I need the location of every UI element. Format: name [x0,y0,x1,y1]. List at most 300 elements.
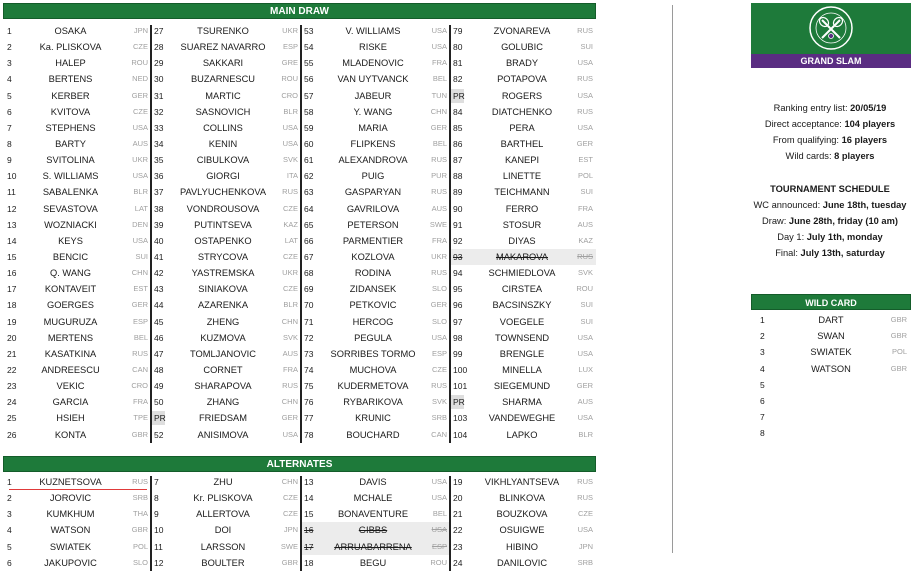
main-draw-column [151,23,301,443]
main-draw-row [450,152,596,168]
player-name: SEVASTOVA [43,203,98,214]
player-number: 39 [154,219,164,230]
player-number: 11 [154,541,163,552]
player-country: UKR [132,155,148,165]
main-draw-row [301,39,450,55]
player-country: ROU [576,284,593,294]
player-number: 27 [154,26,164,36]
player-country: GRE [281,58,298,68]
main-draw-row [151,88,301,104]
player-country: GBR [281,557,298,567]
main-draw-row [151,184,301,200]
player-name: KUZMOVA [200,332,246,343]
column-separator [150,25,152,443]
alternates-row [450,539,596,555]
player-number: 35 [154,155,164,166]
player-number: 57 [304,90,314,101]
player-country: TPE [133,413,148,423]
player-name: RISKE [359,42,387,53]
player-number: 4 [7,525,12,536]
player-name: CIBULKOVA [196,155,250,166]
player-number: 82 [453,74,463,85]
player-country: CZE [283,493,298,503]
player-name: KENIN [208,138,238,149]
player-name: PERA [509,122,535,133]
player-number: 90 [453,203,463,214]
player-country: SWE [429,219,447,229]
player-number: 103 [453,413,468,424]
main-draw-row [3,362,151,378]
player-number: 43 [154,284,164,295]
player-name: BACSINSZKY [492,300,552,311]
player-name: KANEPI [504,155,540,166]
player-name: KASATKINA [44,348,97,359]
main-draw-row [3,152,151,168]
player-name: SVITOLINA [46,155,95,166]
player-name: PUIG [361,171,385,182]
player-name: GAVRILOVA [346,203,400,214]
player-country: CZE [432,364,447,374]
main-draw-row [450,297,596,313]
player-number: 76 [304,397,314,408]
player-country: RUS [132,348,148,358]
player-country: UKR [431,251,447,261]
player-name: DAVIS [359,477,387,487]
player-country: USA [431,26,447,35]
player-name: MLADENOVIC [342,58,404,69]
tournament-schedule [745,181,915,261]
player-name: SHARMA [502,397,542,408]
alternates-column [3,474,151,571]
main-draw-row [151,168,301,184]
player-name: SABALENKA [42,187,99,198]
player-number: 6 [7,557,12,568]
player-name: DIYAS [508,235,536,246]
main-draw-row [450,55,596,71]
alternates-row [301,474,450,490]
main-draw-row [151,71,301,87]
player-name: PEGULA [354,332,392,343]
player-country: USA [577,348,593,358]
player-number: 6 [7,106,12,117]
player-country: RUS [577,26,593,35]
player-name: MARTIC [205,90,241,101]
wild-card-row [751,393,911,409]
player-name: BERTENS [48,74,93,85]
player-number: 21 [7,348,17,359]
player-country: RUS [577,477,593,486]
player-country: EST [578,155,593,165]
player-country: CZE [283,284,298,294]
player-number: 17 [304,541,314,552]
player-country: AUS [577,219,593,229]
player-country: SLO [431,284,447,294]
main-draw-row [450,104,596,120]
player-number: PR [453,397,465,408]
column-separator [300,25,302,443]
main-draw-row [151,152,301,168]
player-number: 7 [7,122,12,133]
main-draw-row [151,39,301,55]
player-number: 4 [7,74,12,85]
player-country: SVK [577,268,593,278]
main-draw-row [151,233,301,249]
player-country: GER [576,381,593,391]
player-name: ROGERS [501,90,543,101]
player-name: SUAREZ NAVARRO [180,42,266,53]
main-draw-row [151,427,301,443]
player-country: SUI [580,316,593,326]
player-country: ESP [431,541,447,551]
main-draw-row [301,297,450,313]
player-country: ESP [431,348,447,358]
player-number: 5 [7,90,12,101]
player-country: ROU [430,557,447,567]
main-draw-row [301,71,450,87]
main-draw-row [301,88,450,104]
player-name: GIBBS [358,525,388,536]
player-number: 7 [154,477,159,487]
player-country: BEL [432,509,447,519]
player-number: 14 [304,493,314,504]
player-country: CZE [578,509,593,519]
main-draw-row [450,378,596,394]
player-name: FRIEDSAM [198,413,248,424]
player-number: 66 [304,235,314,246]
player-number: 28 [154,42,164,53]
player-number: 99 [453,348,463,359]
player-number: 97 [453,316,463,327]
player-name: ZVONAREVA [493,26,551,36]
player-number: 37 [154,187,164,198]
player-name: WATSON [50,525,91,536]
player-name: OSUIGWE [499,525,545,536]
alternates-row [301,539,450,555]
main-draw-row [151,281,301,297]
main-draw-row [151,23,301,39]
alternates-row [450,555,596,571]
main-draw-row [301,265,450,281]
wild-card-name: DART [818,315,844,325]
player-country: RUS [282,381,298,391]
player-number: PR [154,413,166,424]
main-draw-row [301,168,450,184]
player-name: HERCOG [352,316,394,327]
player-name: OSAKA [54,26,87,36]
player-number: 31 [154,90,164,101]
player-country: FRA [283,364,298,374]
player-name: MCHALE [353,493,393,504]
main-draw-row [151,297,301,313]
player-name: CORNET [203,364,243,375]
player-number: 19 [453,477,463,487]
main-draw-row [151,201,301,217]
main-draw-row [301,314,450,330]
player-country: SRB [132,493,148,503]
player-country: BEL [432,138,447,148]
wild-card-country: POL [891,347,907,357]
player-country: RUS [577,106,593,116]
ranking-entry-line: Ranking entry list: 20/05/19 [773,103,887,113]
main-draw-row [3,378,151,394]
player-number: 20 [7,332,17,343]
player-name: Ka. PLISKOVA [39,42,102,53]
player-country: USA [282,122,298,132]
main-draw-row [151,249,301,265]
player-number: 16 [7,268,17,279]
main-draw-row [301,362,450,378]
player-country: SUI [135,251,148,261]
player-number: 79 [453,26,463,36]
main-draw-row [301,233,450,249]
alternates-column [151,474,301,571]
player-country: USA [282,429,298,439]
player-number: PR [453,90,465,101]
wc-announced-line: WC announced: June 18th, tuesday [753,200,907,210]
player-number: 11 [7,187,16,198]
main-draw-row [450,201,596,217]
player-country: USA [282,138,298,148]
main-draw-row [450,120,596,136]
player-number: 10 [154,525,164,536]
player-country: JPN [133,26,148,35]
player-name: VANDEWEGHE [488,413,556,424]
player-name: SINIAKOVA [198,284,248,295]
player-country: GER [131,300,148,310]
grand-slam-caption: GRAND SLAM [751,54,911,68]
wild-card-list [751,312,911,442]
main-draw-row [3,136,151,152]
wild-card-header: WILD CARD [751,294,911,310]
alternates-row [151,555,301,571]
player-number: 34 [154,138,164,149]
player-number: 52 [154,429,164,440]
player-name: RYBARIKOVA [343,397,403,408]
main-draw-row [3,346,151,362]
player-number: 25 [7,413,17,424]
player-country: USA [577,413,593,423]
player-name: TOWNSEND [494,332,550,343]
player-name: DANILOVIC [496,557,548,568]
player-country: USA [431,477,447,486]
vertical-divider [672,5,673,553]
main-draw-row [450,330,596,346]
player-country: BLR [283,106,298,116]
main-draw-row [3,184,151,200]
main-draw-row [450,71,596,87]
player-country: POL [577,171,593,181]
player-name: GOLUBIC [501,42,543,53]
player-number: 96 [453,300,463,311]
main-draw-row [151,120,301,136]
player-name: KRUNIC [355,413,391,424]
column-separator [150,476,152,571]
player-name: SWIATEK [49,541,92,552]
player-name: RODINA [354,268,392,279]
column-separator [449,25,451,443]
player-country: CHN [281,316,298,326]
player-name: VEKIC [56,381,85,392]
main-draw-row [450,314,596,330]
player-number: 94 [453,268,463,279]
player-country: CZE [133,42,148,52]
main-draw-row [450,217,596,233]
player-country: AUS [431,203,447,213]
player-country: SVK [282,155,298,165]
alternates-row [301,522,450,538]
player-name: PETKOVIC [349,300,397,311]
player-country: CHN [281,397,298,407]
player-name: TOMLJANOVIC [190,348,256,359]
player-country: GER [281,413,298,423]
player-name: HALEP [55,58,86,69]
player-country: BEL [432,74,447,84]
player-number: 91 [453,219,463,230]
player-name: BARTHEL [500,138,544,149]
player-number: 13 [304,477,314,487]
main-draw-row [3,55,151,71]
main-draw-row [3,427,151,443]
player-number: 9 [7,155,12,166]
player-number: 44 [154,300,164,311]
player-name: SORRIBES TORMO [330,348,416,359]
player-country: KAZ [283,219,298,229]
player-name: ZIDANSEK [349,284,397,295]
player-name: DIATCHENKO [491,106,553,117]
main-draw-row [3,281,151,297]
main-draw-row [3,314,151,330]
player-name: BENCIC [52,251,89,262]
main-draw-row [301,330,450,346]
player-number: 53 [304,26,314,36]
player-number: 68 [304,268,314,279]
main-draw-row [450,346,596,362]
player-number: 89 [453,187,463,198]
player-number: 2 [7,42,12,53]
main-draw-column [301,23,450,443]
player-country: CHN [281,477,298,486]
player-name: SASNOVICH [195,106,251,117]
main-draw-row [301,201,450,217]
player-country: CZE [283,251,298,261]
player-number: 88 [453,171,463,182]
alternates-row [151,539,301,555]
main-draw-row [450,136,596,152]
player-country: RUS [282,187,298,197]
player-country: RUS [577,493,593,503]
player-country: SLO [132,557,148,567]
player-country: CRO [281,90,298,100]
player-name: GOERGES [46,300,94,311]
main-draw-row [450,394,596,410]
player-number: 23 [453,541,463,552]
player-name: ALLERTOVA [196,509,250,520]
alternates-row [151,522,301,538]
player-name: KOZLOVA [351,251,395,262]
main-draw-header: MAIN DRAW [3,3,596,19]
main-draw-row [151,330,301,346]
player-number: 1 [7,477,12,487]
player-number: 98 [453,332,463,343]
player-name: BARTY [55,138,86,149]
player-name: HIBINO [505,541,539,552]
main-draw-row [450,265,596,281]
player-number: 101 [453,381,468,392]
main-draw-row [450,39,596,55]
player-number: 50 [154,397,164,408]
wild-cards-line: Wild cards: 8 players [785,151,875,161]
player-name: ZHU [213,477,233,487]
player-name: MUGURUZA [43,316,98,327]
main-draw-row [450,88,596,104]
player-number: 19 [7,316,17,327]
player-country: LAT [134,203,148,213]
player-number: 24 [7,397,17,408]
player-country: USA [431,42,447,52]
player-number: 69 [304,284,314,295]
player-name: TSURENKO [197,26,249,36]
entry-info [745,100,915,164]
player-number: 18 [7,300,17,311]
player-country: SVK [282,332,298,342]
player-name: PARMENTIER [342,235,404,246]
player-country: SRB [577,557,593,567]
player-number: 86 [453,138,463,149]
player-name: SCHMIEDLOVA [488,268,556,279]
player-name: MERTENS [47,332,94,343]
player-number: 16 [304,525,314,536]
player-country: CZE [283,203,298,213]
player-number: 26 [7,429,17,440]
wild-card-number: 6 [760,395,765,406]
player-country: BLR [133,187,148,197]
player-number: 92 [453,235,463,246]
main-draw-row [151,265,301,281]
player-number: 70 [304,300,314,311]
alternates-row [151,474,301,490]
main-draw-row [151,314,301,330]
player-number: 9 [154,509,159,520]
alternates-row [3,522,151,538]
player-name: POTAPOVA [497,74,547,85]
player-number: 33 [154,122,164,133]
player-name: MINELLA [502,364,542,375]
player-number: 3 [7,58,12,69]
player-name: FLIPKENS [350,138,396,149]
main-draw-row [450,168,596,184]
main-draw-row [301,394,450,410]
player-country: USA [132,235,148,245]
player-name: BOUCHARD [346,429,400,440]
wild-card-number: 4 [760,363,765,374]
player-country: RUS [577,251,593,261]
main-draw-row [450,281,596,297]
main-draw-row [3,297,151,313]
main-draw-row [3,168,151,184]
alternates-row [3,474,151,490]
player-country: CRO [131,381,148,391]
player-number: 60 [304,138,314,149]
player-number: 8 [7,138,12,149]
player-number: 48 [154,364,164,375]
player-number: 24 [453,557,463,568]
column-separator [449,476,451,571]
wimbledon-seal-icon [751,3,911,54]
player-number: 42 [154,268,164,279]
wild-card-row [751,361,911,377]
wild-card-name: WATSON [811,363,851,374]
main-draw-row [301,55,450,71]
